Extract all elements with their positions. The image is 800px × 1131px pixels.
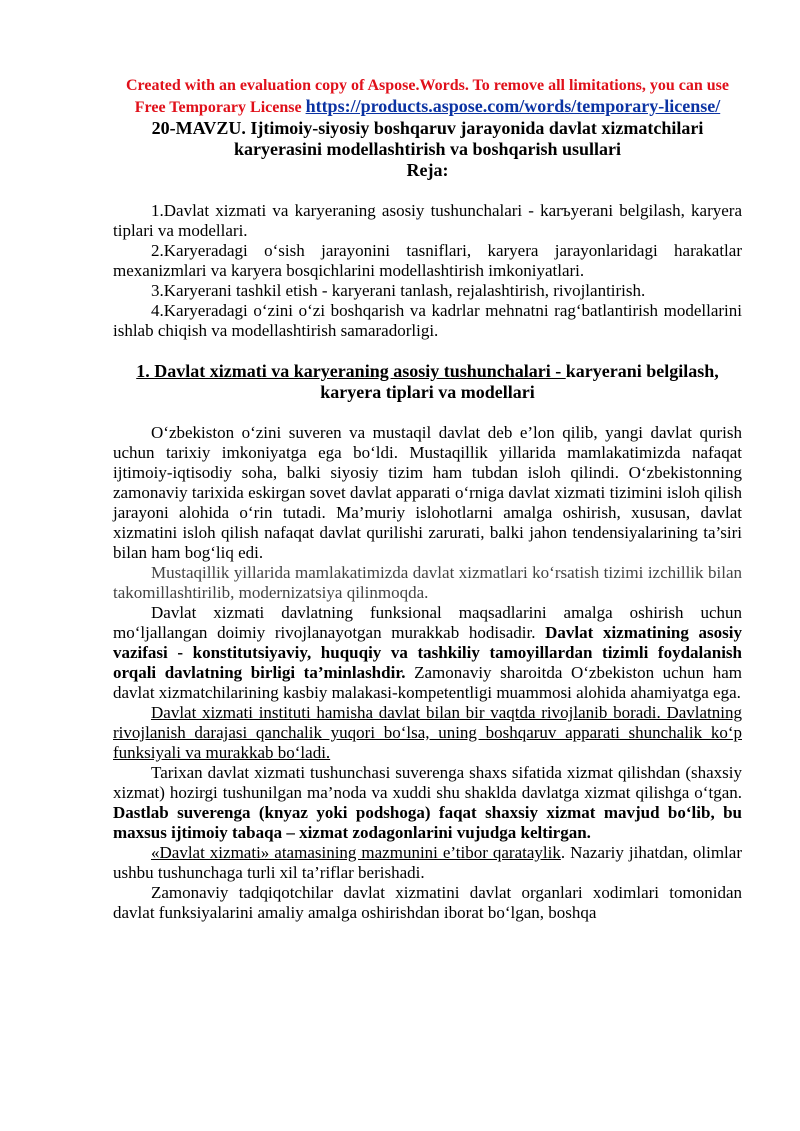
section-1-title — [113, 361, 742, 403]
paragraph-6-underlined: «Davlat xizmati» atamasining mazmunini e’tibor qarataylik — [151, 843, 561, 862]
section-1-title-underlined: 1. Davlat xizmati va karyeraning asosiy tushunchalari - — [136, 361, 566, 381]
paragraph-3-text-a: Davlat xizmati davlatning funksional maqsadlarini amalga oshirish uchun moʻljallangan doimiy rivojlanayotgan murakkab hodisadir. — [113, 603, 742, 642]
watermark-license-text: Free Temporary License — [134, 99, 306, 116]
paragraph-1: Oʻzbekiston oʻzini suveren va mustaqil davlat deb e’lon qilib, yangi davlat qurish uchun tarixiy imkoniyatga ega boʻldi. Mustaqillik yillarida mamlakatimizda nafaqat ijtimoiy-iqtisodiy soha, balki siyosiy tizim ham tubdan isloh qilindi. Oʻzbekistonning zamonaviy tarixida eskirgan sovet davlat apparati oʻrniga davlat xizmati tizimini isloh qilish jarayoni alohida oʻrin tutadi. Ma’muriy islohotlarni amalga oshirish, xususan, davlat xizmatini isloh qilish nafaqat davlat qurilishi zarurati, balki jahon tendensiyalarining ta’siri bilan ham bogʻliq edi. — [113, 423, 742, 562]
title-line-2: karyerasini modellashtirish va boshqarish usullari — [233, 139, 622, 159]
paragraph-3-bold: Davlat xizmatining asosiy vazifasi - konstitutsiyaviy, huquqiy va tashkiliy tamoyillardan tizimli foydalanish orqali davlatning birligi ta’minlashdir. — [113, 623, 743, 682]
document-page — [113, 76, 742, 923]
plan-list — [113, 201, 742, 341]
evaluation-watermark — [113, 76, 742, 118]
paragraph-6-text-b: . Nazariy jihatdan, olimlar ushbu tushunchaga turli xil ta’riflar berishadi. — [113, 843, 742, 882]
paragraph-3 — [113, 603, 742, 703]
plan-item-3: 3.Karyerani tashkil etish - karyerani tanlash, rejalashtirish, rivojlantirish. — [151, 281, 646, 300]
temporary-license-link[interactable]: https://products.aspose.com/words/temporary-license/ — [305, 96, 721, 116]
watermark-line-2 — [113, 96, 742, 118]
paragraph-4: Davlat xizmati instituti hamisha davlat bilan bir vaqtda rivojlanib boradi. Davlatning rivojlanish darajasi qanchalik yuqori boʻlsa, uning boshqaruv apparati shunchalik koʻp funksiyali va murakkab boʻladi. — [113, 703, 742, 762]
section-1-title-rest: karyerani belgilash, karyera tiplari va modellari — [320, 361, 719, 402]
plan-heading: Reja: — [406, 160, 449, 180]
paragraph-5-bold: Dastlab suverenga (knyaz yoki podshoga) faqat shaxsiy xizmat mavjud boʻlib, bu maxsus ijtimoiy tabaqa – xizmat zodagonlarini vujudga keltirgan. — [113, 803, 742, 842]
paragraph-6 — [113, 843, 742, 883]
plan-item-4: 4.Karyeradagi oʻzini oʻzi boshqarish va kadrlar mehnatni ragʻbatlantirish modellarini ishlab chiqish va modellashtirish samaradorligi. — [113, 301, 742, 340]
paragraph-7: Zamonaviy tadqiqotchilar davlat xizmatini davlat organlari xodimlari tomonidan davlat funksiyalarini amaliy amalga oshirishdan iborat boʻlgan, boshqa — [113, 883, 742, 922]
paragraph-2: Mustaqillik yillarida mamlakatimizda davlat xizmatlari koʻrsatish tizimi izchillik bilan takomillashtirilib, modernizatsiya qilinmoqda. — [113, 563, 742, 602]
watermark-line-1: Created with an evaluation copy of Aspose.Words. To remove all limitations, you can use — [126, 77, 729, 94]
title-line-1: 20-MAVZU. Ijtimoiy-siyosiy boshqaruv jarayonida davlat xizmatchilari — [151, 118, 704, 138]
plan-item-2: 2.Karyeradagi oʻsish jarayonini tasniflari, karyera jarayonlaridagi harakatlar mexanizmlari va karyera bosqichlarini modellashtirish imkoniyatlari. — [113, 241, 742, 280]
paragraph-5-text-a: Tarixan davlat xizmati tushunchasi suverenga shaxs sifatida xizmat qilishdan (shaxsiy xizmat) hozirgi tushunilgan ma’noda va xuddi shu shaklda davlatga xizmat qilishga oʻtgan. — [113, 763, 742, 802]
document-title — [113, 118, 742, 181]
paragraph-3-text-c: Zamonaviy sharoitda Oʻzbekiston uchun ham davlat xizmatchilarining kasbiy malakasi-kompetentligi muammosi alohida ahamiyatga ega. — [113, 663, 743, 702]
plan-item-1: 1.Davlat xizmati va karyeraning asosiy tushunchalari - karъyerani belgilash, karyera tiplari va modellari. — [113, 201, 742, 240]
paragraph-5 — [113, 763, 742, 843]
